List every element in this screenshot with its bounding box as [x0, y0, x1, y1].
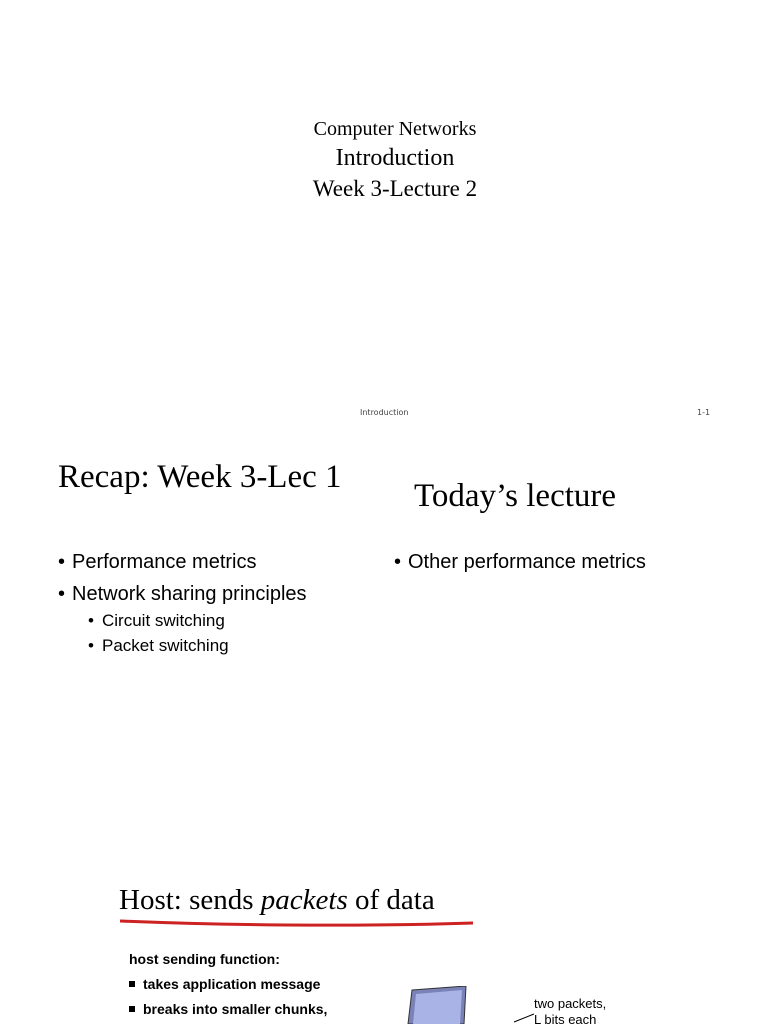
recap-bullet-sharing: • Network sharing principles [58, 583, 307, 605]
packets-annotation-line2: L bits each [534, 1012, 597, 1027]
title-underline [118, 915, 478, 929]
footer-section-label: Introduction [360, 408, 409, 417]
recap-subbullet-circuit: • Circuit switching [88, 611, 225, 630]
slide-title: Introduction [335, 145, 455, 171]
todays-lecture-title: Today’s lecture [414, 478, 617, 514]
recap-bullet-performance: • Performance metrics [58, 551, 257, 573]
packets-annotation-line1: two packets, [534, 996, 607, 1011]
recap-title: Recap: Week 3-Lec 1 [58, 459, 342, 495]
recap-subbullet-packet: • Packet switching [88, 636, 229, 655]
host-slide-title: Host: sends packets of data [119, 884, 435, 916]
footer-page-number: 1-1 [697, 408, 711, 417]
course-subtitle: Computer Networks [313, 118, 477, 140]
host-function-heading: host sending function: [129, 951, 280, 967]
annotation-pointer [512, 1012, 536, 1024]
host-function-item-2: breaks into smaller chunks, [129, 1001, 327, 1017]
lecture-label: Week 3-Lecture 2 [312, 176, 478, 201]
today-bullet-metrics: • Other performance metrics [394, 551, 646, 573]
host-function-item-1: takes application message [129, 976, 320, 992]
laptop-icon [404, 986, 474, 1024]
